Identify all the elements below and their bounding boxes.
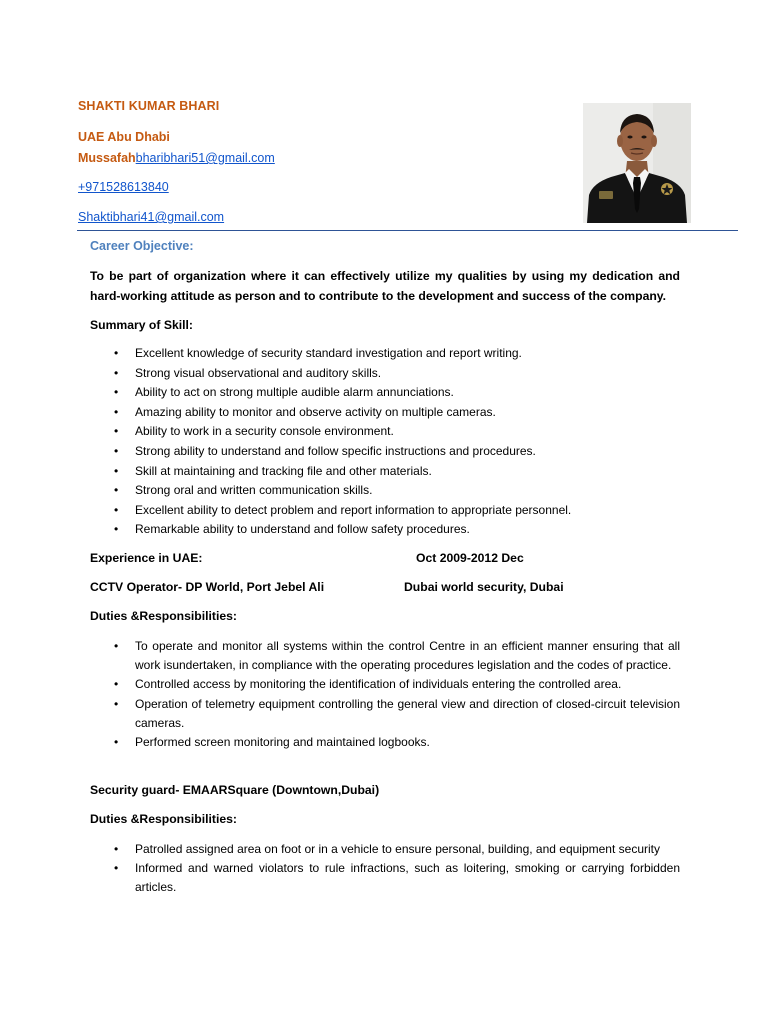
area: Mussafah <box>78 151 136 165</box>
bullet-icon: • <box>114 404 119 419</box>
bullet-icon: • <box>114 443 119 458</box>
bullet-icon: • <box>114 522 119 537</box>
list-item: • Patrolled assigned area on foot or in a vehicle to ensure personal, building, and equipment security <box>90 840 680 859</box>
job1-company: Dubai world security, Dubai <box>404 580 564 594</box>
bullet-icon: • <box>114 677 119 692</box>
list-item: • Strong oral and written communication skills. <box>90 481 680 501</box>
email-link-1[interactable]: bharibhari51@gmail.com <box>135 151 275 165</box>
list-item: • Informed and warned violators to rule infractions, such as loitering, smoking or carrying forbidden articles. <box>114 861 680 895</box>
bullet-icon: • <box>114 842 119 856</box>
email-link-2[interactable]: Shaktibhari41@gmail.com <box>78 210 225 224</box>
bullet-icon: • <box>114 861 119 876</box>
area-email-line <box>78 151 275 165</box>
list-item: • Performed screen monitoring and maintained logbooks. <box>90 733 680 752</box>
phone-line <box>78 180 169 194</box>
bullet-icon: • <box>114 735 119 750</box>
list-item: • Skill at maintaining and tracking file and other materials. <box>90 462 680 482</box>
bullet-icon: • <box>114 639 119 653</box>
skills-list <box>90 344 680 540</box>
location: UAE Abu Dhabi <box>78 130 170 144</box>
bullet-icon: • <box>114 502 119 517</box>
list-item: • Excellent ability to detect problem and report information to appropriate personnel. <box>90 501 680 521</box>
profile-photo-illustration <box>583 103 691 223</box>
list-item: • To operate and monitor all systems within the control Centre in an efficient manner ensuring that all work isundertaken, in compliance with the operating procedures legislation and the codes of practice. <box>114 639 680 673</box>
job2-duties-title: Duties &Responsibilities: <box>90 812 237 826</box>
career-objective-text: To be part of organization where it can effectively utilize my qualities by using my dedication and hard-working attitude as person and to contribute to the development and success of the company. <box>90 269 680 303</box>
list-item: • Controlled access by monitoring the identification of individuals entering the controlled area. <box>90 675 680 694</box>
skills-title: Summary of Skill: <box>90 318 193 332</box>
job1-duties-list <box>90 637 680 752</box>
experience-label: Experience in UAE: <box>90 551 203 565</box>
career-objective-title: Career Objective: <box>90 239 194 253</box>
experience-period: Oct 2009-2012 Dec <box>416 551 524 565</box>
bullet-icon: • <box>114 696 119 711</box>
list-item: • Ability to work in a security console environment. <box>90 422 680 442</box>
list-item: • Ability to act on strong multiple audible alarm annunciations. <box>90 383 680 403</box>
bullet-icon: • <box>114 483 119 498</box>
bullet-icon: • <box>114 424 119 439</box>
bullet-icon: • <box>114 385 119 400</box>
bullet-icon: • <box>114 365 119 380</box>
job1-duties-title: Duties &Responsibilities: <box>90 609 237 623</box>
header-divider <box>77 230 738 231</box>
job1-title: CCTV Operator- DP World, Port Jebel Ali <box>90 580 325 594</box>
bullet-icon: • <box>114 463 119 478</box>
profile-photo <box>583 103 691 223</box>
candidate-name: SHAKTI KUMAR BHARI <box>78 99 220 113</box>
list-item: • Excellent knowledge of security standard investigation and report writing. <box>90 344 680 364</box>
list-item: • Operation of telemetry equipment controlling the general view and direction of closed-circuit television cameras. <box>114 696 680 730</box>
phone-link[interactable]: +971528613840 <box>78 180 169 194</box>
list-item: • Amazing ability to monitor and observe activity on multiple cameras. <box>90 403 680 423</box>
list-item: • Strong visual observational and auditory skills. <box>90 364 680 384</box>
list-item: • Remarkable ability to understand and follow safety procedures. <box>90 520 680 540</box>
job2-title: Security guard- EMAARSquare (Downtown,Dubai) <box>90 783 380 797</box>
bullet-icon: • <box>114 346 119 360</box>
email-line-2 <box>78 210 224 224</box>
list-item: • Strong ability to understand and follow specific instructions and procedures. <box>90 442 680 462</box>
job2-duties-list <box>90 840 680 898</box>
